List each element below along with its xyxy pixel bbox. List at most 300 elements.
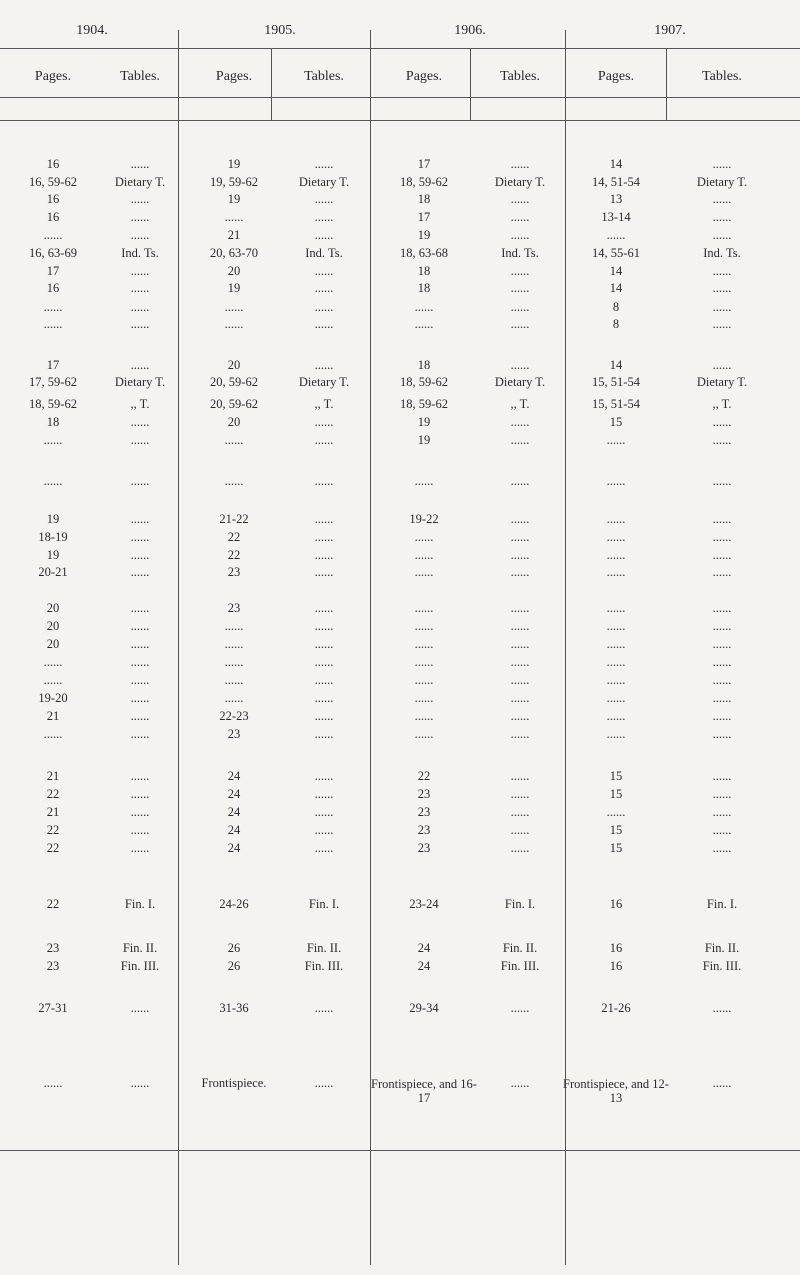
table-cell: 15 xyxy=(609,823,623,837)
table-cell: 18 xyxy=(417,358,431,372)
table-cell: ...... xyxy=(130,727,150,741)
table-cell: ...... xyxy=(510,1076,530,1090)
table-cell: 16 xyxy=(609,897,623,911)
table-cell: Fin. III. xyxy=(120,959,160,973)
table-cell: 18, 59-62 xyxy=(400,375,448,389)
table-cell: 22 xyxy=(46,897,60,911)
column-header: Pages. xyxy=(34,69,72,84)
table-cell: ...... xyxy=(130,691,150,705)
table-cell: Fin. I. xyxy=(124,897,156,911)
table-cell: ...... xyxy=(606,619,626,633)
table-cell: ...... xyxy=(224,300,244,314)
table-cell: 24 xyxy=(227,841,241,855)
table-cell: ...... xyxy=(712,637,732,651)
table-cell: ...... xyxy=(224,317,244,331)
table-cell: ...... xyxy=(712,1001,732,1015)
table-cell: 22 xyxy=(227,548,241,562)
table-cell: ...... xyxy=(712,787,732,801)
table-cell: ...... xyxy=(224,673,244,687)
table-cell: Frontispiece, and 16-17 xyxy=(371,1077,477,1106)
table-cell: 15, 51-54 xyxy=(592,375,640,389)
table-cell: 8 xyxy=(612,300,620,314)
table-cell: ...... xyxy=(414,530,434,544)
table-cell: ...... xyxy=(414,548,434,562)
table-cell: 16, 59-62 xyxy=(29,175,77,189)
table-cell: ...... xyxy=(606,727,626,741)
table-cell: ...... xyxy=(606,433,626,447)
table-cell: ...... xyxy=(510,192,530,206)
table-cell: 16 xyxy=(609,959,623,973)
table-cell: 16 xyxy=(46,281,60,295)
table-cell: ...... xyxy=(314,1076,334,1090)
table-cell: ...... xyxy=(510,300,530,314)
table-cell: 21 xyxy=(46,769,60,783)
table-cell: ...... xyxy=(712,619,732,633)
table-cell: ,, T. xyxy=(712,397,732,411)
table-cell: ...... xyxy=(510,264,530,278)
table-cell: 23 xyxy=(227,601,241,615)
table-cell: 15 xyxy=(609,787,623,801)
table-cell: 20, 59-62 xyxy=(210,397,258,411)
table-cell: ...... xyxy=(606,512,626,526)
table-cell: ...... xyxy=(130,228,150,242)
table-cell: ...... xyxy=(43,727,63,741)
table-cell: 24 xyxy=(227,823,241,837)
table-cell: 20 xyxy=(46,619,60,633)
table-cell: ...... xyxy=(130,192,150,206)
table-cell: ...... xyxy=(43,673,63,687)
table-cell: Dietary T. xyxy=(494,175,546,189)
table-cell: Dietary T. xyxy=(298,175,350,189)
table-cell: ...... xyxy=(314,192,334,206)
table-cell: ...... xyxy=(510,637,530,651)
row-divider xyxy=(0,97,800,98)
table-cell: ...... xyxy=(712,673,732,687)
table-cell: ...... xyxy=(224,619,244,633)
table-cell: 19 xyxy=(46,548,60,562)
table-cell: 19 xyxy=(417,228,431,242)
table-cell: ...... xyxy=(712,210,732,224)
table-cell: 19 xyxy=(46,512,60,526)
table-cell: Dietary T. xyxy=(696,375,748,389)
table-cell: 18 xyxy=(46,415,60,429)
table-cell: ...... xyxy=(712,548,732,562)
table-cell: 26 xyxy=(227,959,241,973)
table-cell: ...... xyxy=(712,157,732,171)
table-cell: ...... xyxy=(314,264,334,278)
table-cell: ...... xyxy=(130,1076,150,1090)
table-cell: ...... xyxy=(130,264,150,278)
column-divider xyxy=(271,48,272,120)
row-divider xyxy=(0,48,800,49)
table-cell: Frontispiece, and 12-13 xyxy=(563,1077,669,1106)
table-cell: ...... xyxy=(510,565,530,579)
table-cell: 18, 59-62 xyxy=(400,175,448,189)
table-cell: ...... xyxy=(130,787,150,801)
table-cell: ...... xyxy=(510,727,530,741)
table-cell: 24-26 xyxy=(219,897,249,911)
column-header: Tables. xyxy=(500,69,540,84)
table-cell: 19 xyxy=(227,157,241,171)
table-cell: ...... xyxy=(130,415,150,429)
table-cell: 24 xyxy=(417,959,431,973)
table-cell: ...... xyxy=(130,565,150,579)
table-cell: ...... xyxy=(510,619,530,633)
table-cell: ...... xyxy=(510,673,530,687)
table-cell: Fin. II. xyxy=(306,941,342,955)
table-cell: ...... xyxy=(43,655,63,669)
table-cell: 29-34 xyxy=(409,1001,439,1015)
table-cell: 24 xyxy=(227,787,241,801)
table-cell: 20 xyxy=(46,601,60,615)
table-cell: ...... xyxy=(314,157,334,171)
table-cell: ...... xyxy=(712,709,732,723)
table-cell: ...... xyxy=(414,709,434,723)
table-cell: Ind. Ts. xyxy=(501,246,539,260)
table-cell: ...... xyxy=(130,805,150,819)
table-cell: ...... xyxy=(314,619,334,633)
table-cell: ...... xyxy=(224,637,244,651)
table-cell: 20 xyxy=(227,415,241,429)
table-cell: 17 xyxy=(46,264,60,278)
table-cell: 13-14 xyxy=(601,210,631,224)
table-cell: ...... xyxy=(510,691,530,705)
year-header: 1907. xyxy=(654,23,686,38)
table-cell: ...... xyxy=(606,565,626,579)
table-cell: ...... xyxy=(314,281,334,295)
row-divider xyxy=(0,1150,800,1151)
table-cell: ...... xyxy=(130,512,150,526)
table-cell: ...... xyxy=(510,228,530,242)
table-cell: ...... xyxy=(712,264,732,278)
table-cell: 14, 51-54 xyxy=(592,175,640,189)
table-cell: ...... xyxy=(510,655,530,669)
table-cell: 22-23 xyxy=(219,709,249,723)
table-cell: 14 xyxy=(609,157,623,171)
table-cell: Ind. Ts. xyxy=(121,246,159,260)
table-cell: 18 xyxy=(417,281,431,295)
table-cell: 18, 59-62 xyxy=(29,397,77,411)
year-header: 1906. xyxy=(454,23,486,38)
table-cell: ...... xyxy=(510,601,530,615)
table-cell: ...... xyxy=(510,769,530,783)
table-cell: ...... xyxy=(606,474,626,488)
table-cell: ...... xyxy=(130,655,150,669)
table-cell: ...... xyxy=(314,415,334,429)
table-cell: ...... xyxy=(606,691,626,705)
table-cell: ...... xyxy=(314,823,334,837)
table-cell: ...... xyxy=(130,619,150,633)
column-divider xyxy=(178,30,179,1265)
table-cell: Fin. I. xyxy=(504,897,536,911)
table-cell: ,, T. xyxy=(314,397,334,411)
table-cell: ...... xyxy=(130,548,150,562)
table-cell: ...... xyxy=(130,157,150,171)
table-cell: 16 xyxy=(46,210,60,224)
table-cell: ...... xyxy=(43,474,63,488)
table-cell: Fin. III. xyxy=(500,959,540,973)
table-cell: ...... xyxy=(314,637,334,651)
table-cell: ...... xyxy=(43,1076,63,1090)
table-cell: ...... xyxy=(510,474,530,488)
table-cell: ...... xyxy=(414,691,434,705)
table-cell: ...... xyxy=(130,1001,150,1015)
table-cell: ...... xyxy=(314,673,334,687)
table-cell: ...... xyxy=(712,655,732,669)
table-cell: ...... xyxy=(510,530,530,544)
table-cell: ...... xyxy=(130,358,150,372)
table-cell: ...... xyxy=(224,474,244,488)
table-cell: ...... xyxy=(606,709,626,723)
table-cell: 14 xyxy=(609,358,623,372)
table-cell: 18-19 xyxy=(38,530,68,544)
table-cell: 23-24 xyxy=(409,897,439,911)
table-cell: 23 xyxy=(417,823,431,837)
table-cell: ...... xyxy=(510,841,530,855)
table-cell: ...... xyxy=(606,655,626,669)
table-cell: ...... xyxy=(712,317,732,331)
table-cell: 16 xyxy=(609,941,623,955)
table-cell: ...... xyxy=(414,300,434,314)
table-cell: 24 xyxy=(417,941,431,955)
table-cell: 23 xyxy=(417,805,431,819)
table-cell: ...... xyxy=(130,474,150,488)
table-cell: ...... xyxy=(224,691,244,705)
column-header: Pages. xyxy=(597,69,635,84)
table-cell: ...... xyxy=(712,512,732,526)
table-cell: ...... xyxy=(510,512,530,526)
table-cell: ...... xyxy=(130,281,150,295)
table-cell: ...... xyxy=(43,433,63,447)
table-cell: Dietary T. xyxy=(298,375,350,389)
table-cell: 17, 59-62 xyxy=(29,375,77,389)
table-cell: 19-22 xyxy=(409,512,439,526)
table-cell: 20 xyxy=(46,637,60,651)
table-cell: ...... xyxy=(314,474,334,488)
table-cell: 22 xyxy=(46,787,60,801)
table-cell: ...... xyxy=(712,769,732,783)
table-cell: 23 xyxy=(417,787,431,801)
table-cell: 23 xyxy=(417,841,431,855)
table-cell: ...... xyxy=(606,548,626,562)
table-cell: 17 xyxy=(417,157,431,171)
table-cell: ...... xyxy=(712,565,732,579)
table-cell: 14, 55-61 xyxy=(592,246,640,260)
table-cell: ...... xyxy=(414,655,434,669)
table-cell: ...... xyxy=(712,1076,732,1090)
table-cell: 23 xyxy=(46,941,60,955)
table-cell: 16 xyxy=(46,157,60,171)
table-cell: 20 xyxy=(227,358,241,372)
table-cell: Fin. I. xyxy=(308,897,340,911)
table-cell: 17 xyxy=(46,358,60,372)
table-cell: 18 xyxy=(417,192,431,206)
table-cell: ...... xyxy=(712,192,732,206)
table-cell: ...... xyxy=(712,300,732,314)
table-cell: ...... xyxy=(314,709,334,723)
table-cell: ...... xyxy=(130,709,150,723)
table-cell: 19 xyxy=(227,192,241,206)
table-cell: 26 xyxy=(227,941,241,955)
table-cell: ...... xyxy=(130,210,150,224)
table-cell: 14 xyxy=(609,264,623,278)
table-cell: ...... xyxy=(314,601,334,615)
table-cell: 21 xyxy=(227,228,241,242)
table-cell: 17 xyxy=(417,210,431,224)
table-cell: ...... xyxy=(414,565,434,579)
column-header: Tables. xyxy=(702,69,742,84)
table-cell: 16 xyxy=(46,192,60,206)
table-cell: ...... xyxy=(510,1001,530,1015)
table-cell: ...... xyxy=(314,805,334,819)
table-cell: ...... xyxy=(606,228,626,242)
table-cell: ...... xyxy=(43,228,63,242)
table-cell: ...... xyxy=(414,673,434,687)
table-cell: ...... xyxy=(712,805,732,819)
table-cell: Fin. II. xyxy=(704,941,740,955)
table-cell: ...... xyxy=(130,300,150,314)
table-cell: ...... xyxy=(712,228,732,242)
table-cell: 19 xyxy=(417,415,431,429)
table-cell: ...... xyxy=(510,358,530,372)
table-cell: 8 xyxy=(612,317,620,331)
column-divider xyxy=(470,48,471,120)
table-cell: ...... xyxy=(314,228,334,242)
table-cell: ...... xyxy=(130,637,150,651)
column-header: Pages. xyxy=(215,69,253,84)
table-cell: ...... xyxy=(712,691,732,705)
table-cell: 14 xyxy=(609,281,623,295)
table-cell: 19-20 xyxy=(38,691,68,705)
table-cell: ...... xyxy=(130,433,150,447)
table-cell: ...... xyxy=(606,637,626,651)
table-cell: Fin. III. xyxy=(702,959,742,973)
table-cell: ...... xyxy=(314,358,334,372)
table-cell: 18, 59-62 xyxy=(400,397,448,411)
table-cell: ...... xyxy=(414,637,434,651)
table-cell: Frontispiece. xyxy=(201,1076,267,1090)
table-cell: 21-22 xyxy=(219,512,249,526)
table-cell: Fin. II. xyxy=(122,941,158,955)
table-cell: ...... xyxy=(712,433,732,447)
table-cell: ...... xyxy=(130,530,150,544)
table-cell: ...... xyxy=(712,530,732,544)
table-cell: 23 xyxy=(227,565,241,579)
table-cell: 22 xyxy=(227,530,241,544)
table-cell: Dietary T. xyxy=(114,375,166,389)
table-cell: 22 xyxy=(46,823,60,837)
table-cell: Fin. III. xyxy=(304,959,344,973)
table-cell: 22 xyxy=(46,841,60,855)
table-cell: ...... xyxy=(314,210,334,224)
table-cell: 21-26 xyxy=(601,1001,631,1015)
table-cell: Dietary T. xyxy=(114,175,166,189)
table-cell: ...... xyxy=(712,415,732,429)
table-cell: ...... xyxy=(130,673,150,687)
table-cell: 20, 59-62 xyxy=(210,375,258,389)
table-cell: 21 xyxy=(46,709,60,723)
table-cell: 15 xyxy=(609,415,623,429)
table-cell: 19, 59-62 xyxy=(210,175,258,189)
table-cell: 23 xyxy=(46,959,60,973)
table-cell: Ind. Ts. xyxy=(305,246,343,260)
table-cell: ...... xyxy=(314,433,334,447)
table-cell: ...... xyxy=(314,300,334,314)
table-cell: ...... xyxy=(314,691,334,705)
table-cell: 15 xyxy=(609,769,623,783)
table-cell: ...... xyxy=(606,530,626,544)
table-cell: ...... xyxy=(314,787,334,801)
table-cell: ...... xyxy=(606,805,626,819)
table-cell: 20, 63-70 xyxy=(210,246,258,260)
table-cell: ...... xyxy=(130,841,150,855)
table-cell: ...... xyxy=(414,619,434,633)
table-cell: ...... xyxy=(314,548,334,562)
table-cell: ...... xyxy=(510,805,530,819)
table-cell: ...... xyxy=(224,655,244,669)
table-cell: ...... xyxy=(224,210,244,224)
table-cell: 19 xyxy=(227,281,241,295)
table-cell: 24 xyxy=(227,769,241,783)
table-cell: ...... xyxy=(130,823,150,837)
table-cell: ...... xyxy=(510,415,530,429)
table-cell: 16, 63-69 xyxy=(29,246,77,260)
table-cell: Fin. I. xyxy=(706,897,738,911)
table-cell: Fin. II. xyxy=(502,941,538,955)
table-cell: ...... xyxy=(314,512,334,526)
table-cell: ...... xyxy=(43,300,63,314)
table-cell: ...... xyxy=(414,601,434,615)
row-divider xyxy=(0,120,800,121)
table-cell: ,, T. xyxy=(130,397,150,411)
table-cell: 19 xyxy=(417,433,431,447)
table-cell: ...... xyxy=(510,317,530,331)
table-cell: ...... xyxy=(314,655,334,669)
table-cell: ...... xyxy=(314,530,334,544)
table-cell: ...... xyxy=(606,601,626,615)
table-cell: ...... xyxy=(712,281,732,295)
table-cell: 21 xyxy=(46,805,60,819)
table-cell: 18, 63-68 xyxy=(400,246,448,260)
table-cell: 23 xyxy=(227,727,241,741)
table-cell: ...... xyxy=(130,601,150,615)
column-header: Pages. xyxy=(405,69,443,84)
table-cell: Dietary T. xyxy=(494,375,546,389)
table-cell: 15, 51-54 xyxy=(592,397,640,411)
table-cell: ...... xyxy=(510,709,530,723)
table-cell: Ind. Ts. xyxy=(703,246,741,260)
column-header: Tables. xyxy=(304,69,344,84)
table-cell: ...... xyxy=(712,727,732,741)
table-cell: Dietary T. xyxy=(696,175,748,189)
table-cell: ...... xyxy=(314,841,334,855)
table-cell: 18 xyxy=(417,264,431,278)
column-divider xyxy=(666,48,667,120)
table-cell: ,, T. xyxy=(510,397,530,411)
table-cell: ...... xyxy=(314,769,334,783)
table-cell: ...... xyxy=(510,548,530,562)
column-header: Tables. xyxy=(120,69,160,84)
table-cell: ...... xyxy=(712,474,732,488)
table-cell: ...... xyxy=(712,601,732,615)
table-cell: ...... xyxy=(510,823,530,837)
table-cell: 20-21 xyxy=(38,565,68,579)
table-cell: 31-36 xyxy=(219,1001,249,1015)
table-cell: ...... xyxy=(510,281,530,295)
table-cell: ...... xyxy=(510,787,530,801)
table-cell: 24 xyxy=(227,805,241,819)
table-cell: 22 xyxy=(417,769,431,783)
